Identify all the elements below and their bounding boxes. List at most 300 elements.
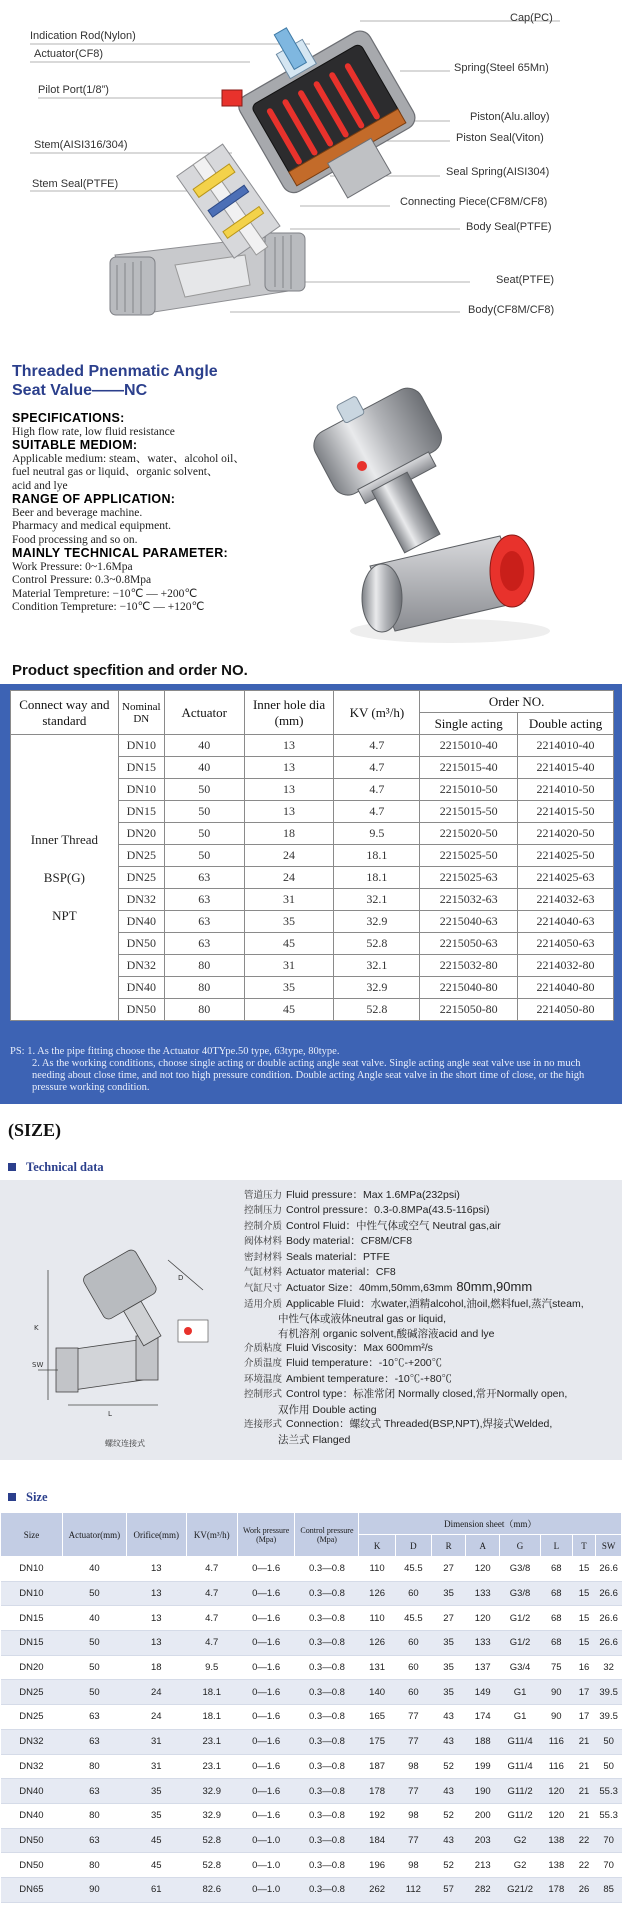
- size-cell: 35: [432, 1655, 466, 1680]
- size-cell: 52: [432, 1803, 466, 1828]
- size-cell: 32.9: [186, 1803, 237, 1828]
- order-cell: 40: [164, 757, 244, 779]
- order-cell: DN15: [118, 757, 164, 779]
- size-cell: 0.3—0.8: [295, 1581, 359, 1606]
- size-cell: 45.5: [395, 1557, 431, 1582]
- size-cell: 0.3—0.8: [295, 1606, 359, 1631]
- technical-data-row: [244, 1356, 614, 1371]
- size-cell: 98: [395, 1853, 431, 1878]
- size-cell: 43: [432, 1779, 466, 1804]
- size-cell: 18: [126, 1655, 186, 1680]
- order-cell: 2214020-50: [518, 823, 614, 845]
- size-cell: 0—1.6: [237, 1680, 295, 1705]
- drawing-caption: 螺纹连接式: [105, 1439, 145, 1448]
- medium-text-2: fuel neutral gas or liquid、organic solvent、: [12, 466, 219, 478]
- order-cell: 2214040-80: [518, 977, 614, 999]
- label-cap: Cap(PC): [510, 12, 553, 24]
- label-seat: Seat(PTFE): [496, 274, 555, 286]
- order-cell: 32.9: [334, 911, 420, 933]
- size-cell: 190: [466, 1779, 500, 1804]
- order-cell: 24: [244, 845, 334, 867]
- order-cell: 13: [244, 735, 334, 757]
- size-cell: 61: [126, 1877, 186, 1902]
- size-header-actuator: Actuator(mm): [62, 1513, 126, 1557]
- order-cell: 18.1: [334, 867, 420, 889]
- size-cell: 52: [432, 1853, 466, 1878]
- order-cell: 63: [164, 867, 244, 889]
- header-nominal-dn: Nominal DN: [118, 691, 164, 735]
- size-row: [1, 1606, 622, 1631]
- order-table: [10, 690, 614, 1021]
- size-cell: DN32: [1, 1729, 63, 1754]
- order-cell: 50: [164, 801, 244, 823]
- size-cell: 120: [466, 1557, 500, 1582]
- technical-data-chinese-label: 气缸尺寸: [244, 1283, 283, 1295]
- product-title-line2: Seat Value——NC: [12, 382, 148, 399]
- order-cell: 63: [164, 911, 244, 933]
- size-header-control-pressure: Control pressure (Mpa): [295, 1513, 359, 1557]
- order-cell: DN25: [118, 867, 164, 889]
- connect-way-cell: [11, 735, 119, 1021]
- order-cell: 45: [244, 933, 334, 955]
- technical-data-value: 双作用 Double acting: [278, 1403, 377, 1416]
- size-cell: 32.9: [186, 1779, 237, 1804]
- order-cell: 2215040-80: [420, 977, 518, 999]
- size-cell: 0.3—0.8: [295, 1680, 359, 1705]
- size-cell: 39.5: [596, 1705, 622, 1730]
- technical-data-value: 法兰式 Flanged: [278, 1433, 351, 1446]
- technical-data-emphasis: 80mm,90mm: [456, 1279, 533, 1295]
- order-cell: 32.9: [334, 977, 420, 999]
- dimension-header-cell: T: [572, 1535, 595, 1557]
- size-cell: 23.1: [186, 1729, 237, 1754]
- size-cell: DN10: [1, 1581, 63, 1606]
- header-double-acting: Double acting: [518, 713, 614, 735]
- technical-data-value: Fluid pressure：Max 1.6MPa(232psi): [286, 1189, 460, 1201]
- size-cell: 0—1.6: [237, 1803, 295, 1828]
- size-cell: 203: [466, 1828, 500, 1853]
- label-spring: Spring(Steel 65Mn): [454, 62, 549, 74]
- order-cell: 18.1: [334, 845, 420, 867]
- size-cell: DN25: [1, 1705, 63, 1730]
- size-cell: 133: [466, 1631, 500, 1656]
- size-cell: 18.1: [186, 1680, 237, 1705]
- order-cell: 2214010-50: [518, 779, 614, 801]
- size-cell: 4.7: [186, 1557, 237, 1582]
- size-row: [1, 1853, 622, 1878]
- size-cell: 112: [395, 1877, 431, 1902]
- connect-way-item: NPT: [52, 907, 77, 923]
- order-cell: DN25: [118, 845, 164, 867]
- size-cell: 60: [395, 1581, 431, 1606]
- size-cell: 120: [540, 1779, 572, 1804]
- technical-data-value: 中性气体或液体neutral gas or liquid,: [278, 1313, 447, 1326]
- size-cell: 0—1.6: [237, 1779, 295, 1804]
- dimension-header-cell: L: [540, 1535, 572, 1557]
- size-cell: 0.3—0.8: [295, 1877, 359, 1902]
- size-cell: 55.3: [596, 1779, 622, 1804]
- technical-data-panel: [0, 1180, 622, 1460]
- size-row: [1, 1754, 622, 1779]
- order-cell: 45: [244, 999, 334, 1021]
- size-cell: 82.6: [186, 1877, 237, 1902]
- size-cell: 45: [126, 1853, 186, 1878]
- header-kv: KV (m³/h): [334, 691, 420, 735]
- dimension-drawing: [28, 1230, 228, 1420]
- size-cell: G1: [500, 1705, 541, 1730]
- size-cell: 133: [466, 1581, 500, 1606]
- label-actuator: Actuator(CF8): [34, 48, 104, 60]
- order-cell: 50: [164, 779, 244, 801]
- size-cell: 17: [572, 1705, 595, 1730]
- size-table-title: [8, 1490, 48, 1505]
- size-cell: 13: [126, 1606, 186, 1631]
- technical-data-row: [244, 1417, 614, 1432]
- size-cell: 0—1.0: [237, 1877, 295, 1902]
- size-cell: 0—1.6: [237, 1754, 295, 1779]
- order-cell: 2215032-63: [420, 889, 518, 911]
- specifications-text: High flow rate, low fluid resistance: [12, 425, 175, 438]
- size-cell: 15: [572, 1557, 595, 1582]
- order-cell: 18: [244, 823, 334, 845]
- label-connecting-piece: Connecting Piece(CF8M/CF8): [400, 196, 548, 208]
- size-cell: 116: [540, 1754, 572, 1779]
- size-cell: 40: [62, 1557, 126, 1582]
- size-cell: 68: [540, 1631, 572, 1656]
- technical-data-value: Connection：螺纹式 Threaded(BSP,NPT),焊接式Welded,: [286, 1418, 553, 1431]
- technical-data-row: [244, 1234, 614, 1249]
- technical-data-value: Fluid Viscosity：Max 600mm²/s: [286, 1342, 433, 1355]
- header-actuator: Actuator: [164, 691, 244, 735]
- size-cell: 213: [466, 1853, 500, 1878]
- connect-way-item: BSP(G): [43, 869, 85, 885]
- size-table: [0, 1512, 622, 1903]
- size-cell: G2: [500, 1828, 541, 1853]
- size-cell: 26.6: [596, 1557, 622, 1582]
- medium-heading: SUITABLE MEDIOM:: [12, 438, 138, 452]
- size-row: [1, 1631, 622, 1656]
- size-cell: 15: [572, 1581, 595, 1606]
- specifications-heading: SPECIFICATIONS:: [12, 411, 125, 425]
- order-cell: 2215015-40: [420, 757, 518, 779]
- technical-data-value: 有机溶剂 organic solvent,酸碱溶液acid and lye: [278, 1327, 495, 1340]
- size-cell: DN50: [1, 1828, 63, 1853]
- medium-text-1: Applicable medium: steam、water、alcohol oil、: [12, 452, 245, 465]
- size-row: [1, 1729, 622, 1754]
- order-cell: 2214050-80: [518, 999, 614, 1021]
- order-cell: DN50: [118, 999, 164, 1021]
- label-piston-seal: Piston Seal(Viton): [456, 132, 544, 144]
- technical-data-chinese-label: 环境温度: [244, 1373, 283, 1385]
- technical-data-value: Ambient temperature：-10℃-+80℃: [286, 1372, 453, 1385]
- order-cell: 2214010-40: [518, 735, 614, 757]
- size-cell: G2: [500, 1853, 541, 1878]
- size-cell: 110: [359, 1606, 395, 1631]
- size-cell: 9.5: [186, 1655, 237, 1680]
- technical-data-title: [8, 1160, 104, 1175]
- label-stem-seal: Stem Seal(PTFE): [32, 178, 119, 190]
- order-cell: 63: [164, 889, 244, 911]
- size-cell: G11/4: [500, 1729, 541, 1754]
- technical-data-row: [244, 1387, 614, 1402]
- svg-text:K: K: [34, 1324, 39, 1332]
- specification-block: [12, 412, 302, 615]
- size-cell: 116: [540, 1729, 572, 1754]
- size-cell: 90: [540, 1705, 572, 1730]
- technical-data-value: Actuator material：CF8: [286, 1266, 396, 1279]
- technical-data-row: [244, 1372, 614, 1387]
- size-cell: 0—1.6: [237, 1631, 295, 1656]
- size-cell: 138: [540, 1853, 572, 1878]
- technical-data-value: Seals material：PTFE: [286, 1250, 390, 1263]
- size-cell: 110: [359, 1557, 395, 1582]
- dimension-header-cell: G: [500, 1535, 541, 1557]
- size-cell: 187: [359, 1754, 395, 1779]
- order-cell: 9.5: [334, 823, 420, 845]
- technical-data-chinese-label: 连接形式: [244, 1419, 283, 1431]
- size-cell: G11/2: [500, 1779, 541, 1804]
- order-cell: 31: [244, 889, 334, 911]
- size-cell: 0.3—0.8: [295, 1828, 359, 1853]
- size-row: [1, 1557, 622, 1582]
- order-cell: 2215025-63: [420, 867, 518, 889]
- size-header-orifice: Orifice(mm): [126, 1513, 186, 1557]
- size-row: [1, 1705, 622, 1730]
- size-cell: 35: [126, 1779, 186, 1804]
- size-cell: 174: [466, 1705, 500, 1730]
- technical-data-row: [244, 1219, 614, 1234]
- bullet-square-icon: [8, 1163, 16, 1171]
- order-cell: 2214040-63: [518, 911, 614, 933]
- size-cell: 0—1.0: [237, 1853, 295, 1878]
- size-cell: 85: [596, 1877, 622, 1902]
- order-cell: 32.1: [334, 955, 420, 977]
- order-cell: 2214050-63: [518, 933, 614, 955]
- order-note-1: PS: 1. As the pipe fitting choose the Actuator 40TYpe.50 type, 63type, 80type.: [10, 1046, 340, 1057]
- order-note-2: 2. As the working conditions, choose single acting or double acting angle seat valve. Single acting angle seat valve use in no much needing about close time, and not too high pressure condition. Double acting Angle seat valve in the short time of close, or the high pressure working condition.: [32, 1058, 585, 1093]
- size-cell: G21/2: [500, 1877, 541, 1902]
- size-cell: 26.6: [596, 1606, 622, 1631]
- order-cell: 2215050-63: [420, 933, 518, 955]
- size-cell: 27: [432, 1606, 466, 1631]
- order-cell: 2214025-50: [518, 845, 614, 867]
- size-cell: 0.3—0.8: [295, 1779, 359, 1804]
- order-table-body: [11, 735, 614, 1021]
- order-cell: 4.7: [334, 779, 420, 801]
- order-cell: 50: [164, 823, 244, 845]
- size-cell: 31: [126, 1729, 186, 1754]
- order-cell: 4.7: [334, 757, 420, 779]
- technical-data-value: Control Fluid：中性气体或空气 Neutral gas,air: [286, 1219, 501, 1232]
- dimension-header-cell: D: [395, 1535, 431, 1557]
- technical-data-value: Applicable Fluid：水water,酒精alcohol,油oil,燃料fuel,蒸汽steam,: [286, 1297, 584, 1310]
- technical-data-value: Fluid temperature：-10℃-+200℃: [286, 1357, 443, 1370]
- size-cell: 63: [62, 1729, 126, 1754]
- size-cell: 0—1.6: [237, 1655, 295, 1680]
- order-cell: 40: [164, 735, 244, 757]
- size-cell: 26: [572, 1877, 595, 1902]
- size-cell: 196: [359, 1853, 395, 1878]
- order-cell: 4.7: [334, 735, 420, 757]
- order-cell: DN40: [118, 911, 164, 933]
- size-cell: 21: [572, 1754, 595, 1779]
- label-pilot-port: Pilot Port(1/8”): [38, 84, 109, 96]
- product-intro: [0, 348, 622, 658]
- technical-data-chinese-label: 阀体材料: [244, 1236, 283, 1248]
- size-row: [1, 1877, 622, 1902]
- order-cell: 52.8: [334, 999, 420, 1021]
- order-cell: 80: [164, 999, 244, 1021]
- size-cell: 90: [540, 1680, 572, 1705]
- technical-data-value: Control type：标准常闭 Normally closed,常开Normally open,: [286, 1388, 568, 1401]
- order-table-band: [0, 684, 622, 1042]
- svg-text:SW: SW: [32, 1361, 44, 1369]
- size-cell: 43: [432, 1729, 466, 1754]
- technical-data-chinese-label: 介质粘度: [244, 1343, 283, 1355]
- size-cell: 178: [359, 1779, 395, 1804]
- order-cell: 4.7: [334, 801, 420, 823]
- label-body: Body(CF8M/CF8): [468, 304, 555, 316]
- size-cell: 17: [572, 1680, 595, 1705]
- svg-text:D: D: [178, 1274, 184, 1282]
- size-cell: 21: [572, 1803, 595, 1828]
- technical-data-value: Body material：CF8M/CF8: [286, 1235, 413, 1248]
- order-cell: 2214025-63: [518, 867, 614, 889]
- order-cell: 2215025-50: [420, 845, 518, 867]
- size-cell: 80: [62, 1803, 126, 1828]
- order-cell: DN15: [118, 801, 164, 823]
- size-cell: 282: [466, 1877, 500, 1902]
- size-section-heading: (SIZE): [8, 1120, 62, 1140]
- size-cell: G1/2: [500, 1606, 541, 1631]
- size-cell: 0.3—0.8: [295, 1631, 359, 1656]
- size-cell: 24: [126, 1705, 186, 1730]
- size-cell: 55.3: [596, 1803, 622, 1828]
- parameter-heading: MAINLY TECHNICAL PARAMETER:: [12, 546, 228, 560]
- order-cell: 32.1: [334, 889, 420, 911]
- size-cell: DN40: [1, 1803, 63, 1828]
- order-cell: 13: [244, 801, 334, 823]
- size-cell: 22: [572, 1853, 595, 1878]
- product-photo: [300, 376, 560, 656]
- size-cell: 26.6: [596, 1631, 622, 1656]
- order-cell: 2214015-50: [518, 801, 614, 823]
- size-cell: 40: [62, 1606, 126, 1631]
- size-cell: 50: [596, 1754, 622, 1779]
- size-cell: 52.8: [186, 1828, 237, 1853]
- order-cell: 2214032-63: [518, 889, 614, 911]
- size-cell: 0—1.0: [237, 1828, 295, 1853]
- size-cell: 4.7: [186, 1581, 237, 1606]
- size-cell: 199: [466, 1754, 500, 1779]
- product-title: [12, 362, 312, 400]
- size-cell: DN20: [1, 1655, 63, 1680]
- size-table-body: [1, 1557, 622, 1903]
- size-cell: DN15: [1, 1631, 63, 1656]
- size-cell: 68: [540, 1606, 572, 1631]
- size-cell: 4.7: [186, 1631, 237, 1656]
- size-cell: 131: [359, 1655, 395, 1680]
- header-connect-way: Connect way and standard: [11, 691, 119, 735]
- size-cell: 45.5: [395, 1606, 431, 1631]
- size-cell: 77: [395, 1779, 431, 1804]
- size-cell: 0—1.6: [237, 1606, 295, 1631]
- size-cell: 0.3—0.8: [295, 1729, 359, 1754]
- technical-data-title-text: Technical data: [26, 1160, 104, 1174]
- size-cell: 126: [359, 1581, 395, 1606]
- order-cell: 13: [244, 779, 334, 801]
- order-cell: 80: [164, 955, 244, 977]
- order-cell: 35: [244, 977, 334, 999]
- technical-data-row: [244, 1433, 614, 1447]
- size-row: [1, 1655, 622, 1680]
- size-cell: 90: [62, 1877, 126, 1902]
- order-cell: DN32: [118, 889, 164, 911]
- size-cell: 0.3—0.8: [295, 1803, 359, 1828]
- order-cell: 13: [244, 757, 334, 779]
- size-cell: 262: [359, 1877, 395, 1902]
- parameter-condition-temperature: Condition Tempreture: −10℃ — +120℃: [12, 601, 205, 613]
- size-cell: 27: [432, 1557, 466, 1582]
- technical-data-chinese-label: 控制形式: [244, 1389, 283, 1401]
- size-cell: 63: [62, 1828, 126, 1853]
- dimension-header-cell: A: [466, 1535, 500, 1557]
- size-cell: 68: [540, 1557, 572, 1582]
- order-cell: DN32: [118, 955, 164, 977]
- size-cell: DN15: [1, 1606, 63, 1631]
- order-cell: DN20: [118, 823, 164, 845]
- size-cell: 70: [596, 1828, 622, 1853]
- size-cell: 45: [126, 1828, 186, 1853]
- order-cell: DN40: [118, 977, 164, 999]
- size-cell: DN65: [1, 1877, 63, 1902]
- size-cell: 43: [432, 1705, 466, 1730]
- size-cell: 24: [126, 1680, 186, 1705]
- size-cell: 50: [62, 1631, 126, 1656]
- size-cell: 80: [62, 1754, 126, 1779]
- dimension-header-cell: K: [359, 1535, 395, 1557]
- size-row: [1, 1680, 622, 1705]
- order-cell: 2214032-80: [518, 955, 614, 977]
- order-cell: DN10: [118, 779, 164, 801]
- technical-data-list: [244, 1188, 614, 1447]
- size-cell: 70: [596, 1853, 622, 1878]
- size-header-size: Size: [1, 1513, 63, 1557]
- size-cell: 178: [540, 1877, 572, 1902]
- technical-data-row: [244, 1188, 614, 1203]
- size-cell: 137: [466, 1655, 500, 1680]
- size-cell: 35: [432, 1581, 466, 1606]
- order-cell: 80: [164, 977, 244, 999]
- order-cell: 2215040-63: [420, 911, 518, 933]
- size-cell: 13: [126, 1581, 186, 1606]
- size-cell: G11/4: [500, 1754, 541, 1779]
- order-cell: 31: [244, 955, 334, 977]
- size-cell: 0.3—0.8: [295, 1557, 359, 1582]
- size-cell: 15: [572, 1606, 595, 1631]
- order-cell: 2215010-40: [420, 735, 518, 757]
- technical-data-row: [244, 1280, 614, 1296]
- size-cell: 120: [466, 1606, 500, 1631]
- size-cell: 18.1: [186, 1705, 237, 1730]
- size-cell: G1: [500, 1680, 541, 1705]
- size-cell: DN40: [1, 1779, 63, 1804]
- size-row: [1, 1779, 622, 1804]
- size-row: [1, 1828, 622, 1853]
- technical-data-chinese-label: 管道压力: [244, 1190, 283, 1201]
- size-cell: 126: [359, 1631, 395, 1656]
- order-cell: 2215015-50: [420, 801, 518, 823]
